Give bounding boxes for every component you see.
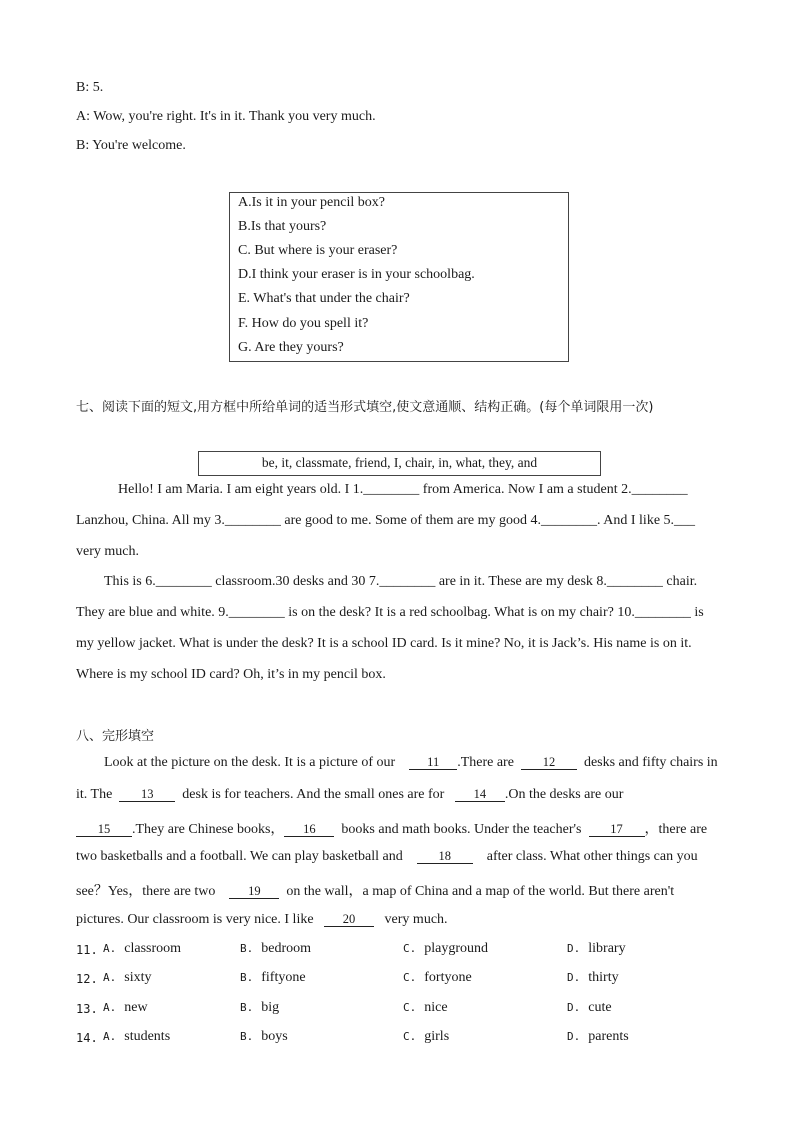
dialogue-line: A: Wow, you're right. It's in it. Thank you very much. <box>76 109 376 124</box>
passage-line: very much. <box>76 544 139 559</box>
passage-line: my yellow jacket. What is under the desk? It is a school ID card. Is it mine? No, it is Jack’s. His name is on it. <box>76 636 692 651</box>
blank-15: 15 <box>76 822 132 837</box>
options-box <box>229 192 569 362</box>
section-8-heading: 八、完形填空 <box>76 729 155 744</box>
word-bank-box: be, it, classmate, friend, I, chair, in, what, they, and <box>198 451 601 476</box>
choice-b[interactable]: B. boys <box>240 1029 288 1044</box>
passage-line: Lanzhou, China. All my 3.________ are good to me. Some of them are my good 4.________. And I like 5.___ <box>76 513 696 528</box>
passage-line: This is 6.________ classroom.30 desks and 30 7.________ are in it. These are my desk 8.________ chair. <box>104 574 698 589</box>
blank-16: 16 <box>284 822 334 837</box>
option-item: B.Is that yours? <box>238 219 327 234</box>
choice-b[interactable]: B. big <box>240 1000 280 1015</box>
cloze-line: two basketballs and a football. We can play basketball and 18 after class. What other things can you <box>76 849 698 864</box>
question-number: 12. <box>76 972 98 986</box>
passage-line: Where is my school ID card? Oh, it’s in my pencil box. <box>76 667 386 682</box>
passage-line: They are blue and white. 9.________ is on the desk? It is a red schoolbag. What is on my chair? 10.________ is <box>76 605 704 620</box>
blank-14: 14 <box>455 787 505 802</box>
choice-c[interactable]: C. playground <box>403 941 489 956</box>
option-item: G. Are they yours? <box>238 340 344 355</box>
section-7-heading: 七、阅读下面的短文,用方框中所给单词的适当形式填空,使文意通顺、结构正确。(每个单词限用一次) <box>76 400 654 415</box>
choice-d[interactable]: D. library <box>567 941 626 956</box>
choice-b[interactable]: B. bedroom <box>240 941 312 956</box>
choice-c[interactable]: C. fortyone <box>403 970 472 985</box>
blank-18: 18 <box>417 849 473 864</box>
option-item: F. How do you spell it? <box>238 316 369 331</box>
choice-c[interactable]: C. girls <box>403 1029 450 1044</box>
cloze-line: it. The 13 desk is for teachers. And the small ones are for 14 .On the desks are our <box>76 787 624 802</box>
choice-a[interactable]: A. students <box>103 1029 171 1044</box>
passage-line: Hello! I am Maria. I am eight years old. I 1.________ from America. Now I am a student 2.________ <box>118 482 688 497</box>
blank-20: 20 <box>324 912 374 927</box>
question-number: 11. <box>76 943 98 957</box>
choice-a[interactable]: A. classroom <box>103 941 182 956</box>
choice-d[interactable]: D. thirty <box>567 970 619 985</box>
blank-11: 11 <box>409 755 457 770</box>
blank-19: 19 <box>229 884 279 899</box>
blank-13: 13 <box>119 787 175 802</box>
cloze-line: Look at the picture on the desk. It is a picture of our 11 .There are 12 desks and fifty chairs in <box>104 755 718 770</box>
cloze-line: see？Yes，there are two 19 on the wall，a map of China and a map of the world. But there aren't <box>76 884 675 899</box>
dialogue-line: B: 5. <box>76 80 104 95</box>
cloze-line: 15 .They are Chinese books， 16 books and math books. Under the teacher's 17 ，there are <box>76 818 707 838</box>
option-item: A.Is it in your pencil box? <box>238 195 385 210</box>
dialogue-line: B: You're welcome. <box>76 138 186 153</box>
choice-d[interactable]: D. parents <box>567 1029 629 1044</box>
choice-d[interactable]: D. cute <box>567 1000 612 1015</box>
question-number: 14. <box>76 1031 98 1045</box>
choice-a[interactable]: A. sixty <box>103 970 152 985</box>
blank-12: 12 <box>521 755 577 770</box>
choice-a[interactable]: A. new <box>103 1000 148 1015</box>
option-item: E. What's that under the chair? <box>238 291 410 306</box>
choice-b[interactable]: B. fiftyone <box>240 970 306 985</box>
option-item: C. But where is your eraser? <box>238 243 398 258</box>
blank-17: 17 <box>589 822 645 837</box>
cloze-line: pictures. Our classroom is very nice. I like 20 very much. <box>76 912 448 927</box>
question-number: 13. <box>76 1002 98 1016</box>
choice-c[interactable]: C. nice <box>403 1000 448 1015</box>
option-item: D.I think your eraser is in your schoolbag. <box>238 267 475 282</box>
